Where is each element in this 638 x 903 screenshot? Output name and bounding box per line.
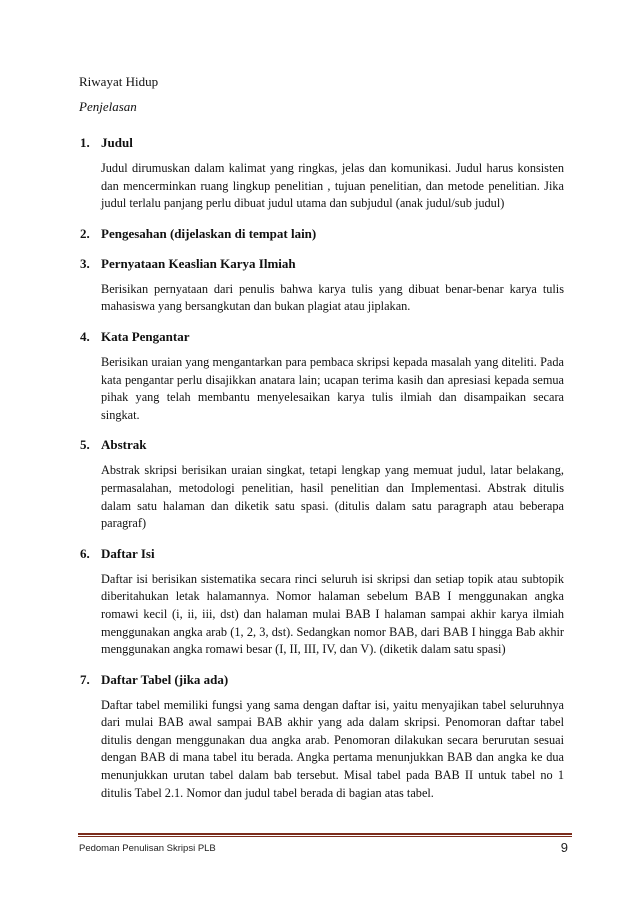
item-number: 1. — [80, 135, 90, 150]
item-paragraph: Daftar isi berisikan sistematika secara rinci seluruh isi skripsi dan setiap topik atau subtopik diberitahukan letak halamannya. Nomor halaman sebelum BAB I menggunakan angka romawi kecil (i, ii, iii, dst) dan halaman mulai BAB I halaman sampai akhir karya ilmiah menggunakan angka arab (1, 2, 3, dst). Sedangkan nomor BAB, dari BAB I hingga Bab akhir menggunakan angka romawi besar (I, II, III, IV, dan V). (diketik dalam satu spasi) — [101, 571, 564, 657]
item-heading: Kata Pengantar — [101, 328, 190, 344]
page-number: 9 — [560, 840, 568, 855]
item-heading: Daftar Tabel (jika ada) — [101, 671, 229, 687]
item-paragraph: Berisikan uraian yang mengantarkan para pembaca skripsi kepada masalah yang diteliti. Pada kata pengantar perlu disajikkan anatara lain; ucapan terima kasih dan apresiasi kepada semua pihak yang telah membantu menyelesaikan karya tulis ilmiah dan disampaikan secara singkat. — [101, 354, 564, 422]
footer-rule-thin — [78, 836, 572, 837]
item-paragraph: Daftar tabel memiliki fungsi yang sama dengan daftar isi, yaitu menyajikan tabel seluruhnya dari mulai BAB awal sampai BAB akhir yang ada dalam skripsi. Penomoran daftar tabel ditulis dengan menggunakan dua angka arab. Penomoran dilakukan secara berurutan sesuai dengan BAB di mana tabel itu berada. Angka pertama menunjukkan BAB dan angka ke dua menunjukkan urutan tabel dalam bab tersebut. Misal tabel pada BAB II untuk tabel no 1 ditulis Tabel 2.1. Nomor dan judul tabel berada di bagian atas tabel. — [101, 697, 564, 800]
item-paragraph: Judul dirumuskan dalam kalimat yang ringkas, jelas dan komunikasi. Judul harus konsisten dan mencerminkan ruang lingkup penelitian , tujuan penelitian, dan metode penelitian. Jika judul terlalu panjang perlu dibuat judul utama dan subjudul (anak judul/sub judul) — [101, 161, 564, 211]
item-number: 7. — [80, 671, 90, 687]
item-heading: Judul — [101, 135, 133, 150]
item-heading: Abstrak — [101, 437, 147, 453]
list-item — [66, 671, 564, 803]
footer-rule — [78, 833, 572, 835]
item-heading: Pengesahan (dijelaskan di tempat lain) — [101, 225, 317, 241]
running-title: Riwayat Hidup — [79, 74, 159, 89]
list-item — [66, 545, 564, 659]
item-heading: Pernyataan Keaslian Karya Ilmiah — [101, 255, 296, 271]
footer-title: Pedoman Penulisan Skripsi PLB — [79, 843, 216, 854]
list-item — [66, 328, 564, 424]
item-number: 4. — [80, 328, 90, 344]
list-item — [66, 134, 564, 213]
list-item — [66, 255, 564, 316]
item-number: 6. — [80, 545, 90, 561]
item-number: 5. — [80, 437, 90, 453]
item-heading: Daftar Isi — [101, 545, 155, 561]
item-number: 3. — [80, 255, 90, 271]
item-paragraph: Abstrak skripsi berisikan uraian singkat, tetapi lengkap yang memuat judul, latar belakang, permasalahan, metodologi penelitian, hasil penelitian dan Implementasi. Abstrak ditulis dalam satu halaman dan diketik satu spasi. (ditulis dalam satu paragraph atau beberapa paragraf) — [101, 463, 564, 531]
document-body — [66, 134, 564, 802]
list-item — [66, 225, 564, 243]
item-paragraph: Berisikan pernyataan dari penulis bahwa karya tulis yang dibuat benar-benar karya tulis mahasiswa yang bersangkutan dan bukan plagiat atau jiplakan. — [101, 281, 564, 314]
list-item — [66, 436, 564, 532]
item-number: 2. — [80, 225, 90, 241]
subheading: Penjelasan — [79, 99, 137, 114]
